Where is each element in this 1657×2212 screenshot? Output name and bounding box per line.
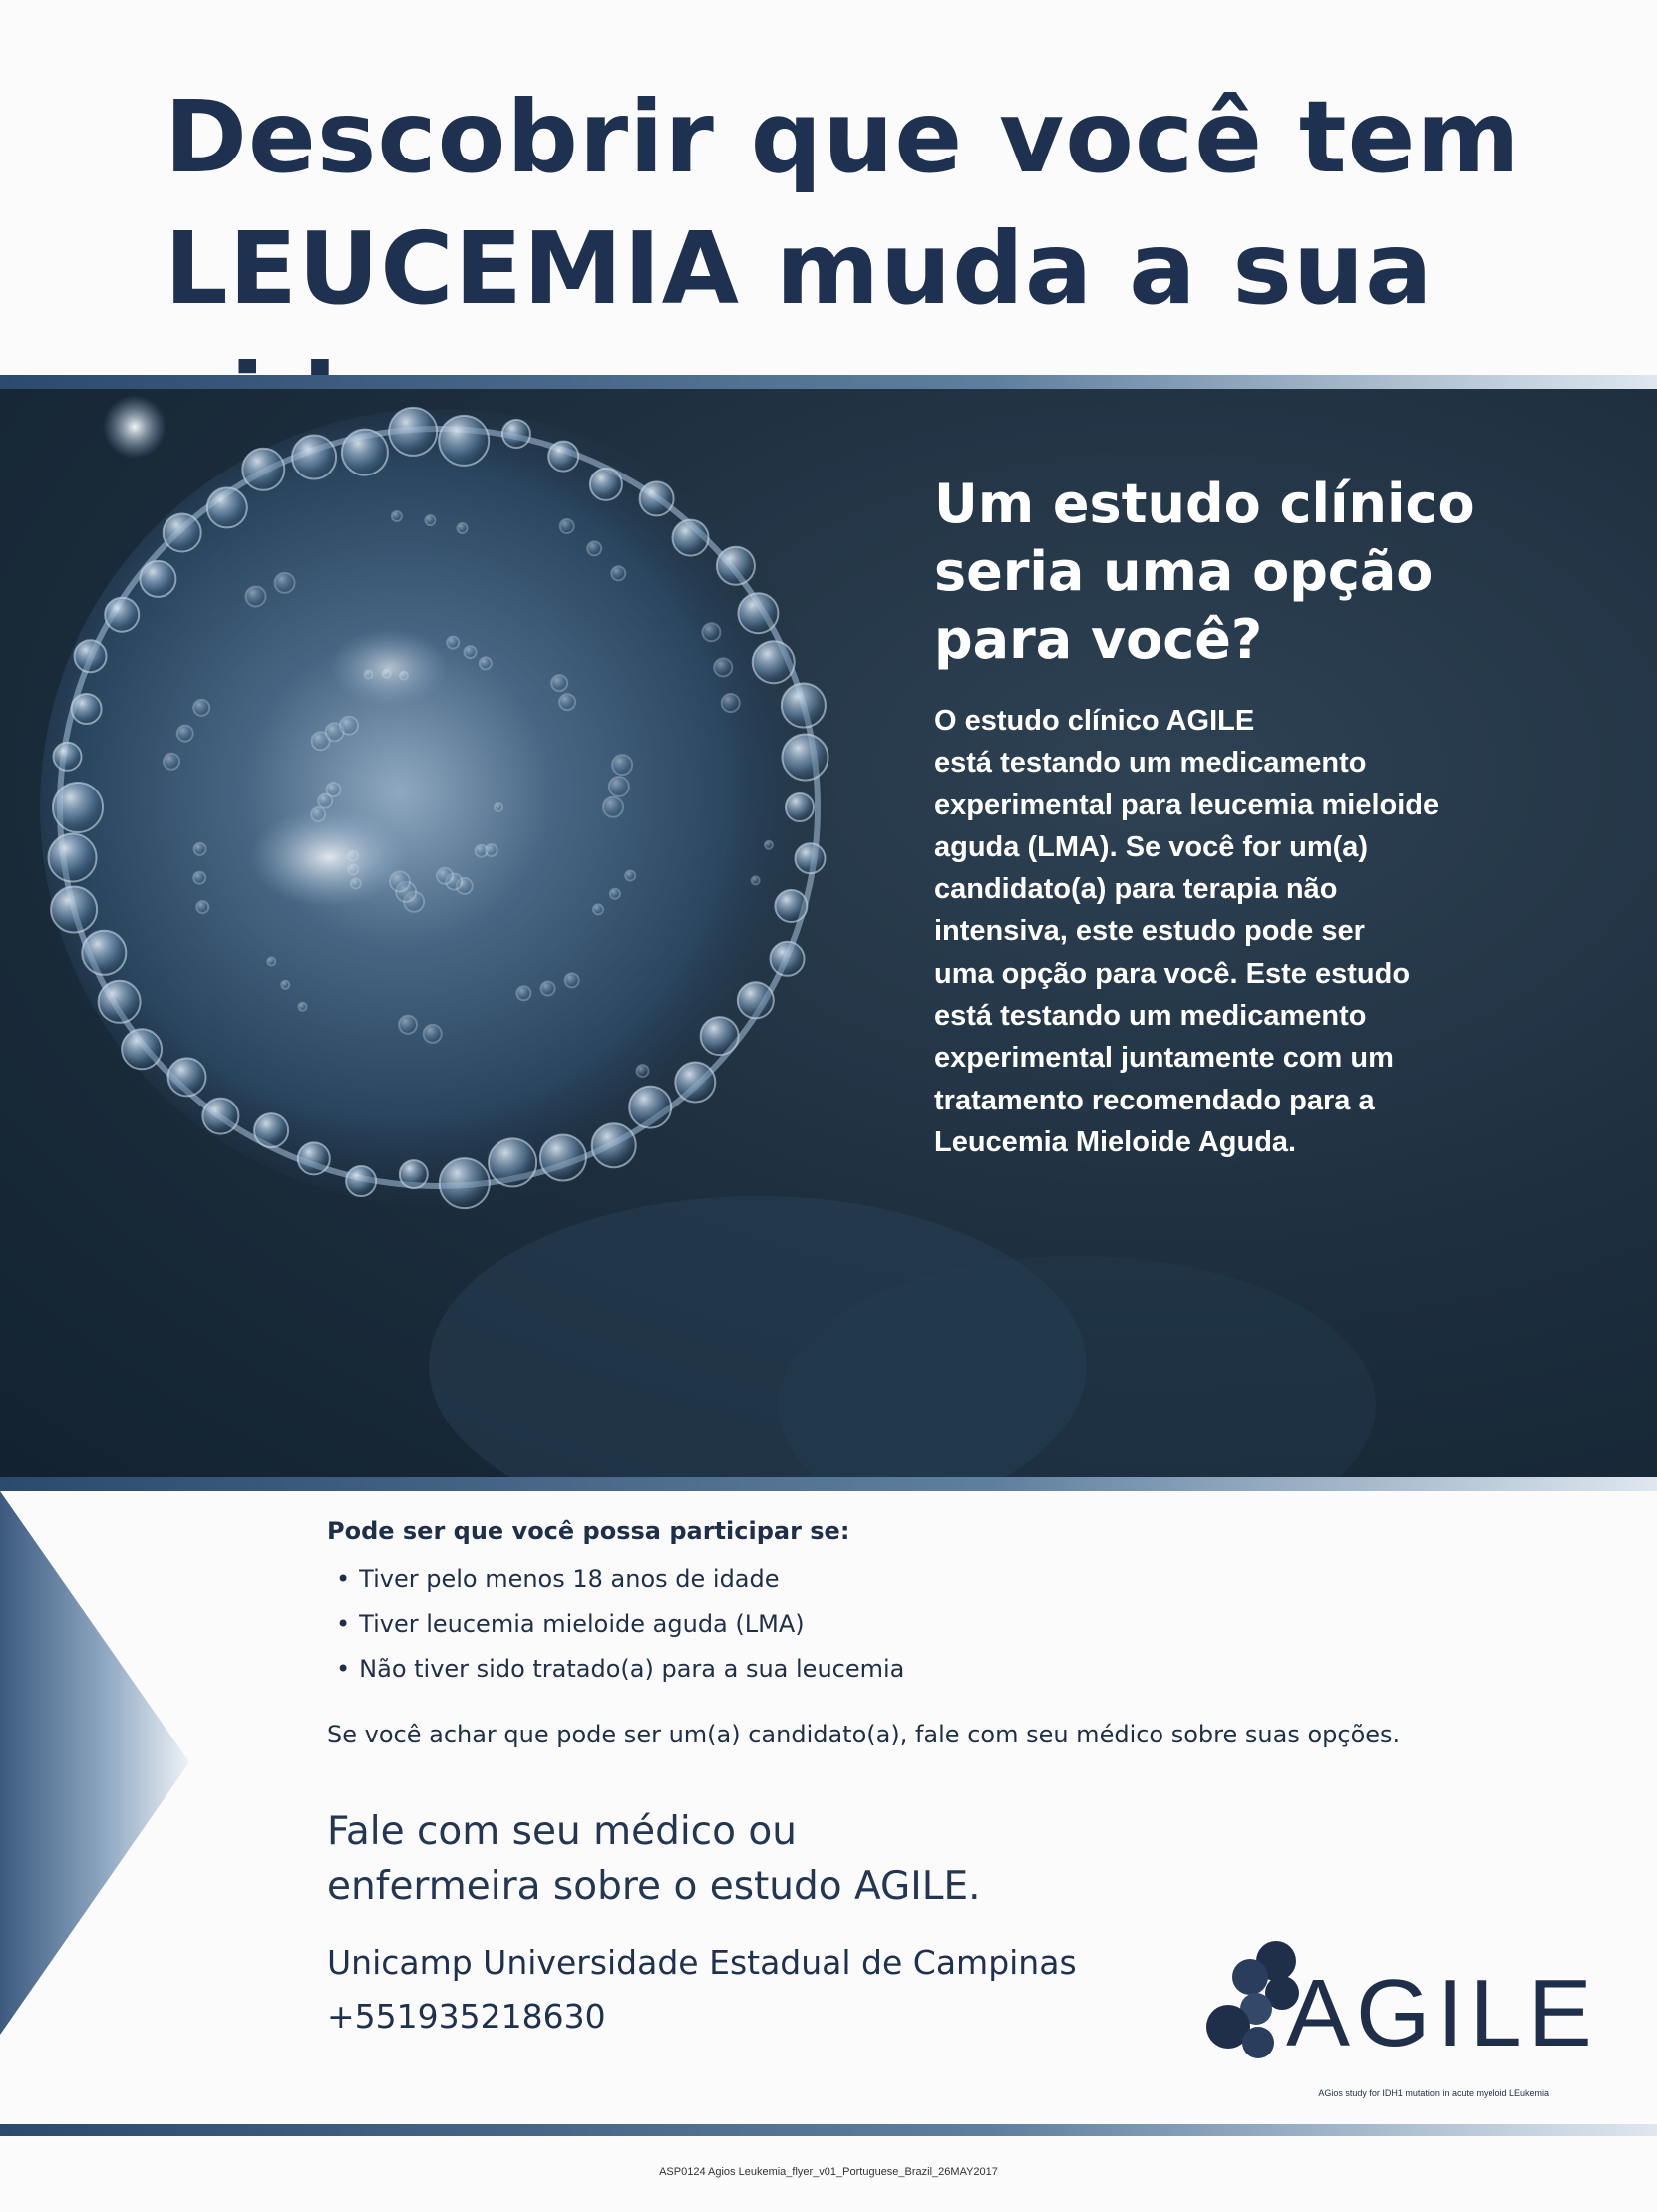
membrane-bubble — [99, 981, 141, 1023]
inner-granule — [281, 981, 289, 989]
arrow-decoration — [0, 1491, 199, 2035]
eligibility-list — [336, 1557, 904, 1692]
membrane-bubble — [675, 1063, 715, 1103]
membrane-bubble — [105, 598, 139, 632]
membrane-bubble — [753, 641, 795, 683]
hero-body-line: experimental para leucemia mieloide — [934, 789, 1440, 821]
membrane-bubble — [640, 481, 674, 515]
agile-logo — [1198, 1939, 1598, 2108]
inner-granule — [327, 783, 341, 796]
inner-granule — [610, 889, 620, 899]
inner-granule — [164, 754, 179, 770]
bottom-divider — [0, 2124, 1657, 2136]
inner-granule — [752, 876, 760, 884]
membrane-bubble — [489, 1138, 536, 1186]
inner-granule — [194, 843, 206, 855]
hero-body-line: aguda (LMA). Se você for um(a) — [934, 830, 1369, 863]
site-phone[interactable]: +551935218630 — [327, 1997, 606, 2036]
membrane-bubble — [502, 420, 530, 448]
inner-granule — [246, 587, 266, 607]
membrane-bubble — [54, 743, 82, 771]
hero-body-line: Leucemia Mieloide Aguda. — [934, 1125, 1297, 1158]
hero-title-line: Um estudo clínico — [934, 473, 1475, 535]
membrane-bubble — [775, 890, 807, 922]
inner-granule — [551, 675, 567, 691]
middle-divider — [0, 1477, 1657, 1491]
membrane-bubble — [389, 408, 437, 456]
membrane-bubble — [298, 1142, 330, 1174]
inner-granule — [476, 845, 488, 857]
membrane-bubble — [82, 931, 126, 975]
membrane-bubble — [592, 1123, 636, 1167]
cta-line-1: Fale com seu médico ou — [327, 1809, 797, 1854]
membrane-bubble — [738, 593, 778, 633]
hero-panel — [0, 389, 1657, 1477]
inner-granule — [480, 657, 492, 669]
inner-granule — [458, 523, 468, 533]
membrane-bubble — [540, 1135, 586, 1181]
list-item: • Tiver leucemia mieloide aguda (LMA) — [336, 1602, 904, 1647]
membrane-bubble — [782, 684, 826, 728]
hero-body — [934, 700, 1532, 1163]
membrane-bubble — [49, 834, 97, 882]
hero-body-line: O estudo clínico AGILE — [934, 705, 1255, 737]
inner-granule — [702, 623, 720, 641]
inner-granule — [193, 872, 205, 884]
hero-body-line: uma opção para você. Este estudo — [934, 957, 1411, 990]
headline-line-2: LEUCEMIA muda a sua — [165, 210, 1434, 327]
membrane-bubble — [254, 1113, 288, 1147]
document-code: ASP0124 Agios Leukemia_flyer_v01_Portuguese_Brazil_26MAY2017 — [659, 2166, 998, 2178]
hero-body-line: experimental juntamente com um — [934, 1042, 1394, 1075]
hero-title — [934, 471, 1612, 674]
membrane-bubble — [796, 843, 826, 873]
hero-title-line: seria uma opção — [934, 540, 1434, 603]
headline-line-1: Descobrir que você tem — [165, 79, 1521, 195]
eligibility-heading: Pode ser que você possa participar se: — [327, 1517, 850, 1545]
membrane-bubble — [53, 783, 103, 832]
inner-granule — [587, 541, 601, 555]
hero-body-line: está testando um medicamento — [934, 747, 1367, 780]
list-item: • Tiver pelo menos 18 anos de idade — [336, 1557, 904, 1602]
membrane-bubble — [738, 982, 774, 1018]
membrane-bubble — [292, 436, 336, 479]
membrane-bubble — [673, 520, 709, 556]
inner-granule — [612, 755, 632, 775]
inner-granule — [609, 777, 629, 796]
inner-granule — [399, 1016, 417, 1034]
advice-text: Se você achar que pode ser um(a) candidato(a), fale com seu médico sobre suas opções. — [327, 1721, 1401, 1748]
inner-granule — [637, 1065, 649, 1077]
membrane-bubble — [717, 547, 755, 585]
inner-granule — [275, 573, 295, 593]
membrane-bubble — [207, 487, 247, 527]
inner-granule — [267, 958, 275, 966]
inner-granule — [425, 515, 435, 525]
inner-granule — [593, 904, 603, 914]
membrane-bubble — [51, 887, 97, 933]
membrane-bubble — [342, 430, 388, 475]
membrane-bubble — [440, 1158, 490, 1208]
inner-granule — [465, 646, 477, 658]
inner-granule — [177, 726, 193, 742]
membrane-bubble — [786, 793, 814, 821]
membrane-bubble — [629, 1087, 671, 1128]
hero-body-line: está testando um medicamento — [934, 1000, 1367, 1033]
membrane-bubble — [783, 735, 828, 781]
inner-granule — [714, 658, 732, 676]
membrane-bubble — [771, 942, 805, 976]
hero-title-line: para você? — [934, 608, 1263, 671]
membrane-bubble — [72, 694, 102, 724]
membrane-bubble — [242, 449, 284, 490]
membrane-bubble — [400, 1160, 428, 1188]
hero-body-line: tratamento recomendado para a — [934, 1084, 1375, 1116]
inner-granule — [603, 797, 623, 817]
membrane-bubble — [590, 469, 622, 500]
membrane-bubble — [164, 514, 201, 552]
inner-granule — [565, 973, 579, 987]
logo-tagline: AGios study for IDH1 mutation in acute myeloid LEukemia — [1318, 2088, 1549, 2098]
inner-granule — [424, 1025, 442, 1043]
membrane-bubble — [548, 442, 578, 472]
membrane-bubble — [122, 1029, 162, 1069]
membrane-bubble — [168, 1058, 206, 1096]
logo-wordmark: AGILE — [1286, 1960, 1598, 2066]
inner-granule — [392, 511, 402, 521]
study-site — [327, 1936, 1077, 2044]
list-item: • Não tiver sido tratado(a) para a sua leucemia — [336, 1647, 904, 1692]
membrane-bubble — [140, 561, 175, 597]
top-divider — [0, 375, 1657, 389]
inner-granule — [340, 717, 358, 735]
membrane-bubble — [202, 1099, 238, 1134]
membrane-bubble — [75, 640, 107, 672]
inner-granule — [495, 803, 502, 811]
membrane-bubble — [701, 1017, 739, 1055]
hero-body-line: intensiva, este estudo pode ser — [934, 915, 1365, 948]
inner-granule — [516, 986, 530, 1000]
inner-granule — [611, 566, 625, 580]
membrane-bubble — [439, 416, 489, 466]
inner-granule — [559, 694, 575, 710]
site-name: Unicamp Universidade Estadual de Campinas — [327, 1943, 1077, 1982]
inner-granule — [722, 694, 740, 712]
inner-granule — [541, 982, 555, 996]
membrane-bubble — [346, 1166, 376, 1196]
inner-granule — [193, 700, 209, 716]
cta-line-2: enfermeira sobre o estudo AGILE. — [327, 1864, 981, 1909]
inner-granule — [625, 871, 635, 881]
hero-body-line: candidato(a) para terapia não — [934, 873, 1338, 906]
inner-granule — [437, 868, 453, 884]
inner-granule — [447, 637, 459, 649]
inner-granule — [765, 841, 773, 849]
inner-granule — [299, 1003, 307, 1011]
inner-granule — [196, 901, 208, 913]
inner-granule — [560, 519, 574, 533]
call-to-action — [327, 1804, 1224, 1914]
